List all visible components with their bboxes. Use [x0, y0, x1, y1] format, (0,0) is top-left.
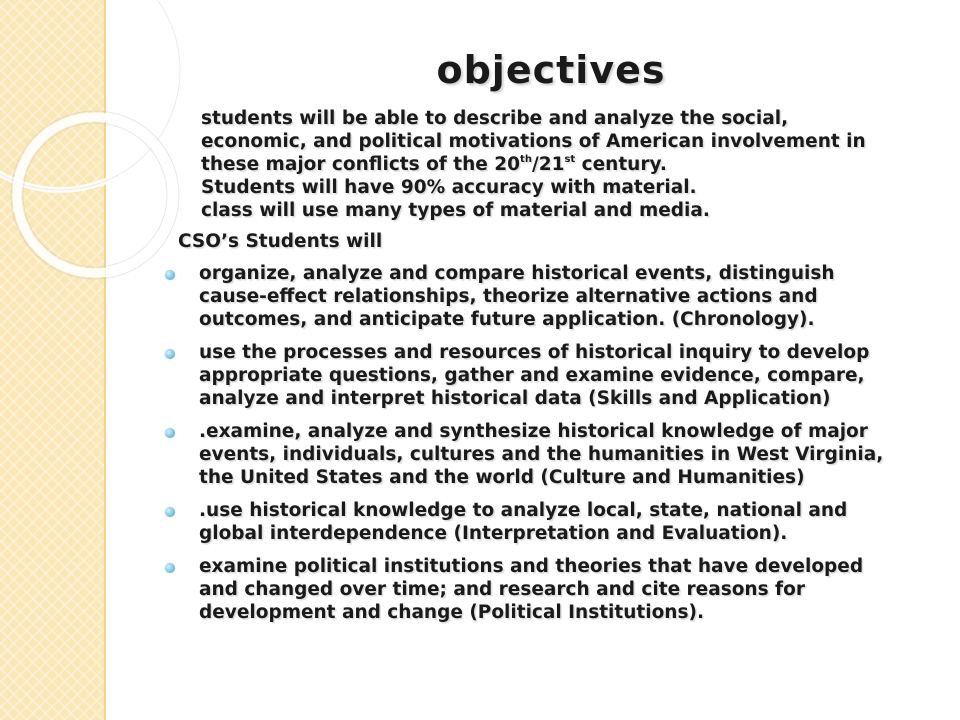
list-item: organize, analyze and compare historical events, distinguish cause-effect relationships, theorize alternative actions and outcomes, and anticipate future application. (Chronology).: [161, 262, 951, 331]
intro-line-century: these major conflicts of the 20th/21st century.: [201, 154, 667, 175]
cso-bullet-list: [161, 262, 951, 634]
cso-heading: CSO’s Students will: [178, 231, 383, 252]
slide-title: objectives: [436, 48, 666, 92]
list-item: .examine, analyze and synthesize historical knowledge of major events, individuals, cultures and the humanities in West Virginia, the United States and the world (Culture and Humanities): [161, 420, 951, 489]
decorative-side-panel: [0, 0, 106, 720]
bullet-dot-icon: [165, 563, 175, 573]
bullet-dot-icon: [165, 270, 175, 280]
intro-paragraph: [201, 107, 960, 222]
bullet-dot-icon: [165, 349, 175, 359]
intro-line: Students will have 90% accuracy with material.: [201, 177, 697, 198]
intro-line: students will be able to describe and analyze the social,: [201, 108, 789, 129]
list-item: examine political institutions and theories that have developed and changed over time; and research and cite reasons for development and change (Political Institutions).: [161, 555, 951, 624]
bullet-dot-icon: [165, 428, 175, 438]
slide-content: [106, 0, 960, 720]
intro-line: class will use many types of material and media.: [201, 200, 710, 221]
bullet-dot-icon: [165, 507, 175, 517]
intro-line: economic, and political motivations of American involvement in: [201, 131, 866, 152]
list-item: use the processes and resources of historical inquiry to develop appropriate questions, gather and examine evidence, compare, analyze and interpret historical data (Skills and Application): [161, 341, 951, 410]
list-item: .use historical knowledge to analyze local, state, national and global interdependence (Interpretation and Evaluation).: [161, 499, 951, 545]
